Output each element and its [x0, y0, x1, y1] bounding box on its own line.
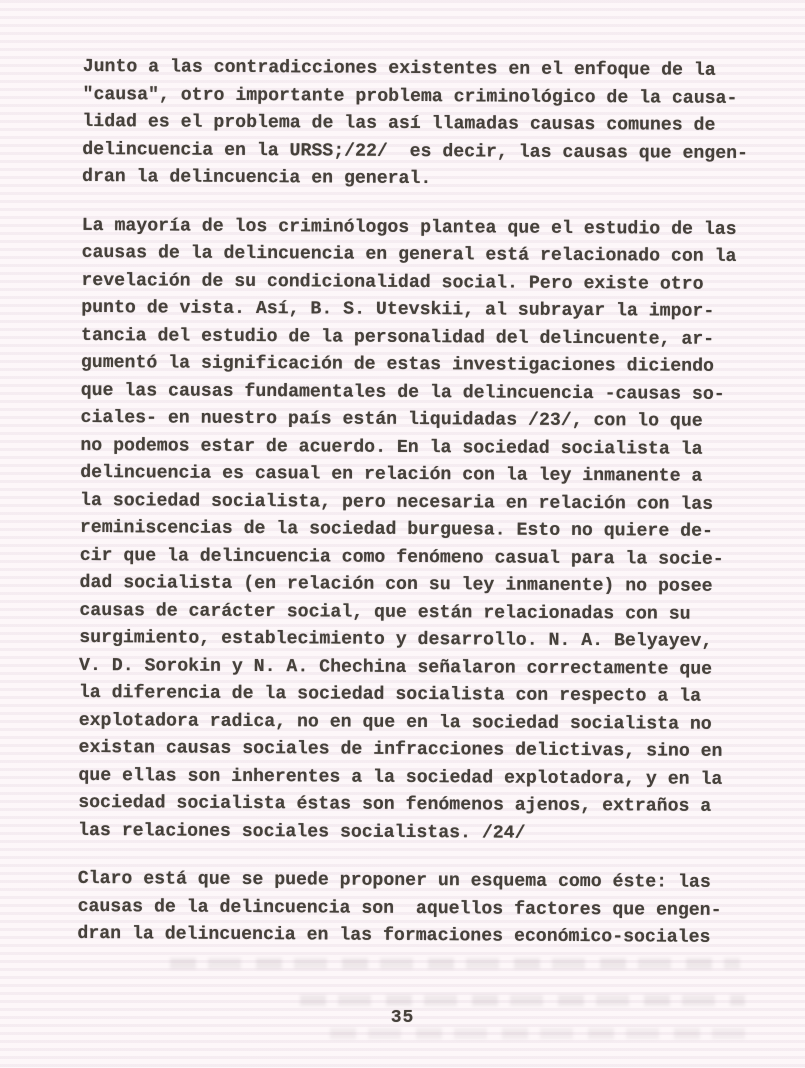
- bleed-through-artifact: [170, 958, 740, 969]
- text-line: gumentó la significación de estas investigaciones diciendo: [80, 352, 714, 377]
- text-line: punto de vista. Así, B. S. Utevskii, al subrayar la impor-: [81, 297, 715, 322]
- text-line: ciales- en nuestro país están liquidadas /23/, con lo que: [80, 407, 703, 432]
- text-line: causas de la delincuencia son aquellos factores que engen-: [77, 896, 722, 921]
- text-line: delincuencia es casual en relación con la ley inmanente a: [80, 462, 703, 487]
- text-line: cir que la delincuencia como fenómeno casual para la socie-: [79, 545, 724, 570]
- text-line: que las causas fundamentales de la delincuencia -causas so-: [80, 380, 725, 405]
- text-line: tancia del estudio de la personalidad del delincuente, ar-: [81, 325, 715, 350]
- text-line: explotadora radica, no en que en la sociedad socialista no: [78, 710, 712, 735]
- text-line: la diferencia de la sociedad socialista con respecto a la: [78, 682, 702, 707]
- text-line: revelación de su condicionalidad social. Pero existe otro: [81, 270, 704, 295]
- text-line: Junto a las contradicciones existentes en el enfoque de la: [82, 56, 716, 81]
- body-text: [77, 54, 763, 974]
- paragraph-1: [82, 54, 763, 196]
- text-line: las relaciones sociales socialistas. /24/: [77, 820, 526, 844]
- text-line: sociedad socialista éstas son fenómenos ajenos, extraños a: [78, 792, 712, 817]
- text-line: existan causas sociales de infracciones delictivas, sino en: [78, 737, 723, 762]
- text-line: dad socialista (en relación con su ley inmanente) no posee: [79, 572, 713, 597]
- text-line: que ellas son inherentes a la sociedad explotadora, y en la: [78, 765, 723, 790]
- bleed-through-artifact: [330, 1028, 745, 1039]
- text-line: surgimiento, establecimiento y desarrollo. N. A. Belyayev,: [79, 627, 713, 652]
- text-line: lidad es el problema de las así llamadas causas comunes de: [82, 111, 716, 136]
- text-line: dran la delincuencia en general.: [81, 166, 432, 190]
- text-line: dran la delincuencia en las formaciones económico-sociales: [77, 923, 711, 948]
- text-line: V. D. Sorokin y N. A. Chechina señalaron correctamente que: [79, 655, 713, 680]
- text-line: Claro está que se puede proponer un esquema como éste: las: [77, 868, 711, 893]
- text-line: causas de la delincuencia en general está relacionado con la: [81, 242, 737, 267]
- text-line: reminiscencias de la sociedad burguesa. Esto no quiere de-: [79, 517, 713, 542]
- text-line: "causa", otro importante problema criminológico de la causa-: [82, 84, 738, 109]
- text-line: delincuencia en la URSS;/22/ es decir, las causas que engen-: [82, 139, 749, 164]
- text-line: causas de carácter social, que están relacionadas con su: [79, 600, 691, 625]
- text-line: la sociedad socialista, pero necesaria en relación con las: [80, 490, 714, 515]
- text-line: La mayoría de los criminólogos plantea que el estudio de las: [81, 215, 737, 240]
- page-number: 35: [390, 1008, 415, 1028]
- bleed-through-artifact: [300, 995, 745, 1006]
- paragraph-2: [78, 212, 762, 849]
- paragraph-3: [77, 866, 757, 953]
- text-line: no podemos estar de acuerdo. En la sociedad socialista la: [80, 435, 703, 460]
